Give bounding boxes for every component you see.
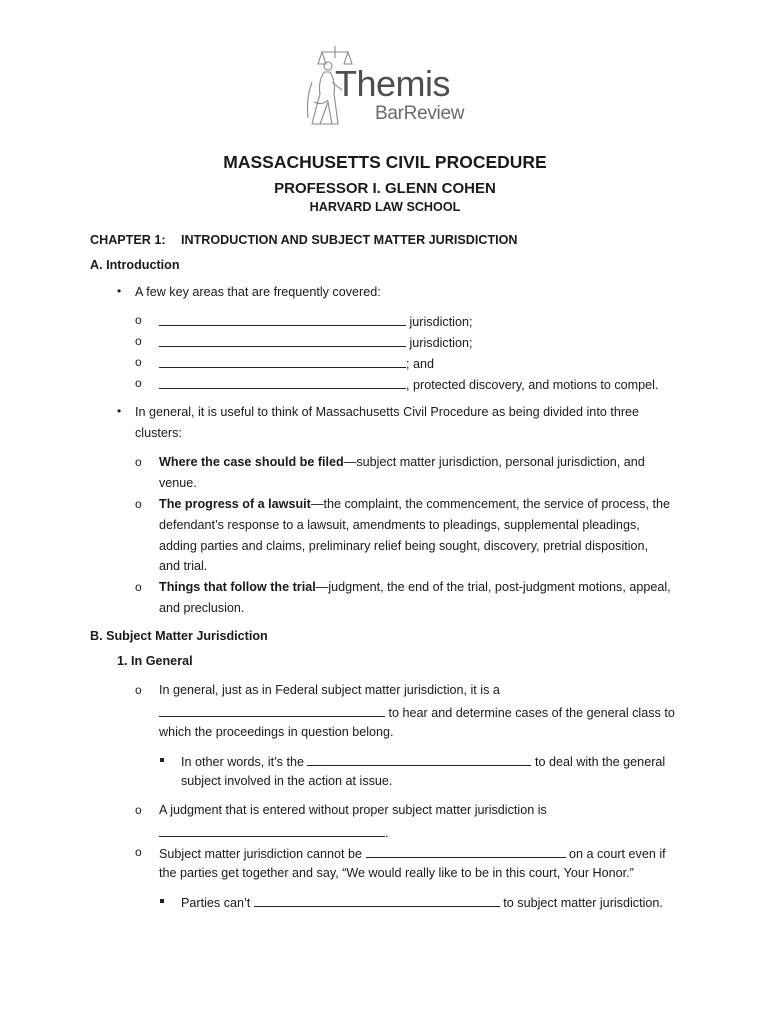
fill-in-blank[interactable] — [159, 355, 406, 368]
cluster-text: and trial. — [159, 559, 208, 573]
school-name: HARVARD LAW SCHOOL — [309, 200, 461, 214]
fill-in-blank[interactable] — [366, 845, 566, 858]
cluster-item: The progress of a lawsuit—the complaint, the commencement, the service of process, the — [159, 497, 670, 511]
list-item: , protected discovery, and motions to compel. — [159, 376, 658, 392]
sub-bullet-text: subject involved in the action at issue. — [181, 774, 393, 788]
square-bullet-icon — [160, 899, 164, 903]
paragraph-text: the parties get together and say, “We would really like to be in this court, Your Honor.” — [159, 866, 634, 880]
subsection-heading: 1. In General — [117, 654, 193, 668]
bullet-text: clusters: — [135, 426, 182, 440]
circle-bullet-icon: o — [135, 497, 142, 511]
circle-bullet-icon: o — [135, 376, 142, 390]
cluster-text: and preclusion. — [159, 601, 245, 615]
circle-bullet-icon: o — [135, 313, 142, 327]
bullet-icon: • — [117, 404, 122, 418]
paragraph-text: In general, just as in Federal subject matter jurisdiction, it is a — [159, 683, 500, 697]
bullet-text: In general, it is useful to think of Massachusetts Civil Procedure as being divided into three — [135, 405, 640, 419]
cluster-text: adding parties and claims, preliminary relief being sought, discovery, pretrial disposition, — [159, 539, 649, 553]
cluster-text: defendant’s response to a lawsuit, amendments to pleadings, supplemental pleadings, — [159, 518, 640, 532]
bullet-icon: • — [117, 284, 122, 298]
circle-bullet-icon: o — [135, 845, 142, 859]
professor-name: PROFESSOR I. GLENN COHEN — [274, 180, 496, 197]
paragraph-text: Subject matter jurisdiction cannot be on a court even if — [159, 847, 666, 861]
fill-in-blank[interactable] — [159, 334, 406, 347]
paragraph-text: which the proceedings in question belong. — [159, 725, 394, 739]
fill-in-blank[interactable] — [307, 753, 531, 766]
bullet-text: A few key areas that are frequently covered: — [135, 285, 381, 299]
list-item: jurisdiction; — [159, 313, 473, 329]
fill-in-blank[interactable] — [159, 824, 385, 837]
sub-bullet-text: Parties can’t to subject matter jurisdiction. — [181, 896, 663, 910]
document-title: MASSACHUSETTS CIVIL PROCEDURE — [223, 152, 547, 172]
circle-bullet-icon: o — [135, 683, 142, 697]
list-item: jurisdiction; — [159, 334, 473, 350]
cluster-text: venue. — [159, 476, 197, 490]
fill-in-blank[interactable] — [159, 376, 406, 389]
circle-bullet-icon: o — [135, 803, 142, 817]
circle-bullet-icon: o — [135, 334, 142, 348]
fill-in-blank[interactable] — [254, 894, 500, 907]
section-a-heading: A. Introduction — [90, 258, 180, 272]
paragraph-text: to hear and determine cases of the general class to — [159, 704, 675, 720]
fill-in-blank[interactable] — [159, 704, 385, 717]
chapter-label: CHAPTER 1: — [90, 233, 166, 247]
circle-bullet-icon: o — [135, 580, 142, 594]
section-b-heading: B. Subject Matter Jurisdiction — [90, 629, 268, 643]
logo-wordmark: Themis — [335, 63, 451, 104]
sub-bullet-text: In other words, it’s the to deal with the general — [181, 755, 666, 769]
chapter-title: INTRODUCTION AND SUBJECT MATTER JURISDICTION — [181, 233, 518, 247]
circle-bullet-icon: o — [135, 355, 142, 369]
circle-bullet-icon: o — [135, 455, 142, 469]
paragraph-text: A judgment that is entered without proper subject matter jurisdiction is — [159, 803, 547, 817]
logo-subtitle: BarReview — [375, 103, 465, 124]
paragraph-text: . — [159, 824, 389, 840]
list-item: ; and — [159, 355, 434, 371]
cluster-item: Things that follow the trial—judgment, the end of the trial, post-judgment motions, appeal, — [159, 580, 671, 594]
cluster-item: Where the case should be filed—subject matter jurisdiction, personal jurisdiction, and — [159, 455, 645, 469]
square-bullet-icon — [160, 758, 164, 762]
fill-in-blank[interactable] — [159, 313, 406, 326]
